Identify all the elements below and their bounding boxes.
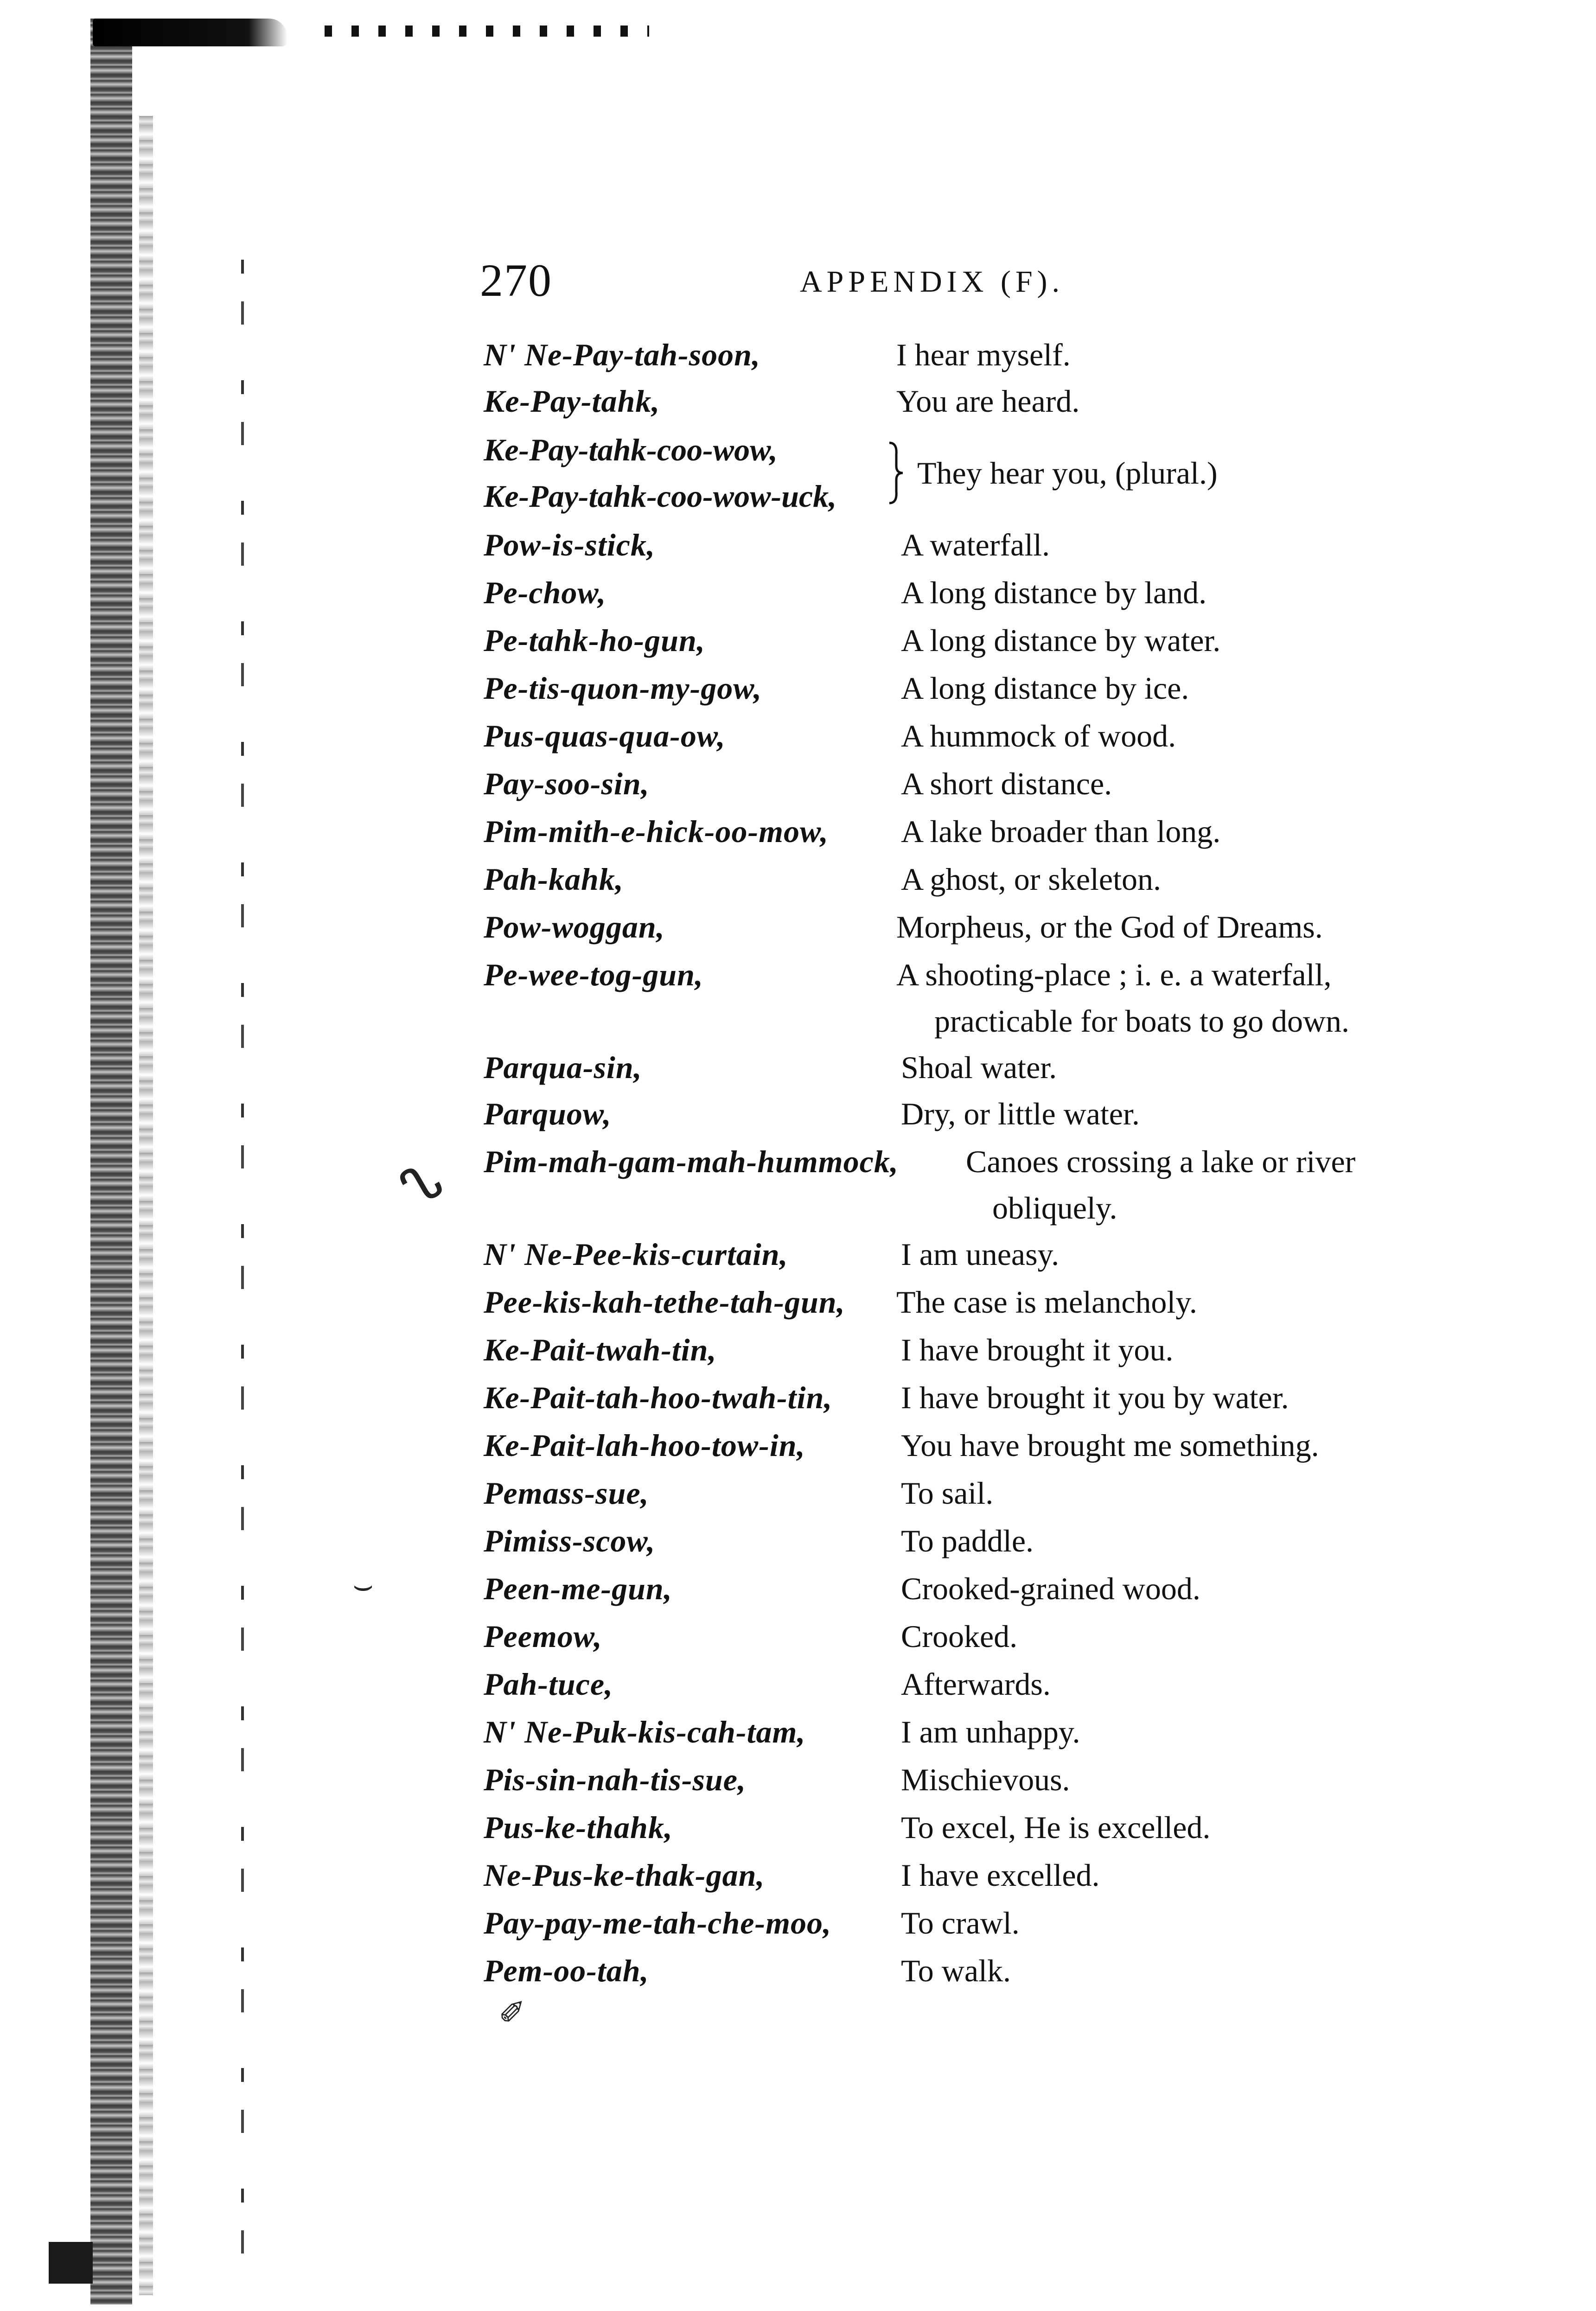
binding-margin xyxy=(0,0,287,2311)
entry-gloss: To paddle. xyxy=(901,1523,1034,1558)
running-head: APPENDIX (F). xyxy=(800,265,1065,299)
list-item xyxy=(484,1044,1434,1091)
entry-term: Pus-ke-thahk, xyxy=(484,1810,673,1845)
brace-icon xyxy=(887,440,906,505)
list-item xyxy=(484,1804,1434,1851)
top-edge-dashes xyxy=(325,26,649,37)
list-item xyxy=(484,904,1434,950)
stray-mark: ✐ xyxy=(498,1996,526,2031)
entry-term: Pay-pay-me-tah-che-moo, xyxy=(484,1905,831,1941)
list-item xyxy=(484,378,1434,424)
entry-term: Ke-Pay-tahk, xyxy=(484,383,660,419)
entry-gloss: You have brought me something. xyxy=(901,1428,1319,1463)
stray-mark: ⌣ xyxy=(352,1568,374,1603)
entry-term: Pe-wee-tog-gun, xyxy=(484,957,703,992)
list-item xyxy=(484,1565,1434,1612)
entry-gloss: Mischievous. xyxy=(901,1762,1070,1797)
page-header xyxy=(480,250,1129,311)
list-item xyxy=(484,1613,1434,1660)
entry-gloss: I have brought it you. xyxy=(901,1332,1174,1367)
entry-term: Pe-tis-quon-my-gow, xyxy=(484,670,762,706)
entry-term: N' Ne-Pay-tah-soon, xyxy=(484,337,760,372)
entry-term: Pus-quas-qua-ow, xyxy=(484,718,726,753)
entry-gloss: I have brought it you by water. xyxy=(901,1380,1289,1415)
entry-gloss: To walk. xyxy=(901,1953,1011,1988)
list-item xyxy=(484,1279,1434,1325)
entry-gloss: Crooked. xyxy=(901,1619,1018,1654)
entry-gloss: I am uneasy. xyxy=(901,1237,1060,1272)
list-item xyxy=(484,665,1434,711)
list-item xyxy=(484,1327,1434,1373)
entry-gloss: Shoal water. xyxy=(901,1050,1057,1085)
entry-term: Pow-woggan, xyxy=(484,909,665,945)
entry-term: Pim-mith-e-hick-oo-mow, xyxy=(484,814,829,849)
entry-gloss: A hummock of wood. xyxy=(901,718,1176,753)
entry-gloss: A long distance by ice. xyxy=(901,670,1189,706)
entry-term: Pow-is-stick, xyxy=(484,527,655,562)
gutter-line xyxy=(241,260,244,2300)
entry-gloss: You are heard. xyxy=(896,383,1080,419)
entry-term: Ke-Pay-tahk-coo-wow, xyxy=(484,432,778,467)
entry-term: Pimiss-scow, xyxy=(484,1523,656,1558)
entry-term: Ke-Pait-tah-hoo-twah-tin, xyxy=(484,1380,833,1415)
entry-term: Pis-sin-nah-tis-sue, xyxy=(484,1762,746,1797)
entry-term: Ke-Pait-twah-tin, xyxy=(484,1332,717,1367)
gloss-continuation: obliquely. xyxy=(992,1190,1117,1226)
list-item xyxy=(484,713,1434,759)
list-item xyxy=(484,1709,1434,1755)
list-item xyxy=(484,760,1434,807)
entry-term: Ke-Pay-tahk-coo-wow-uck, xyxy=(484,479,837,514)
list-item xyxy=(484,1852,1434,1898)
page-number: 270 xyxy=(480,255,552,306)
entry-gloss: To excel, He is excelled. xyxy=(901,1810,1211,1845)
top-edge-mark xyxy=(93,19,287,46)
list-item-grouped xyxy=(484,427,1434,519)
list-item xyxy=(484,1900,1434,1946)
entry-gloss: They hear you, (plural.) xyxy=(917,455,1218,491)
entry-term: Pe-tahk-ho-gun, xyxy=(484,623,705,658)
list-item xyxy=(484,1231,1434,1277)
entry-gloss: A ghost, or skeleton. xyxy=(901,862,1161,897)
entry-term: Ne-Pus-ke-thak-gan, xyxy=(484,1858,765,1893)
entry-term: Pemass-sue, xyxy=(484,1475,649,1511)
entry-term: Pah-kahk, xyxy=(484,862,624,897)
entry-gloss: A shooting-place ; i. e. a waterfall, xyxy=(896,957,1332,992)
entry-term: Peemow, xyxy=(484,1619,602,1654)
list-item xyxy=(484,1470,1434,1516)
list-item xyxy=(484,1661,1434,1707)
entry-term: Pee-kis-kah-tethe-tah-gun, xyxy=(484,1284,845,1320)
entry-term: Ke-Pait-lah-hoo-tow-in, xyxy=(484,1428,805,1463)
list-item xyxy=(484,951,1434,998)
list-item xyxy=(484,1422,1434,1468)
entry-term: Pim-mah-gam-mah-hummock, xyxy=(484,1144,899,1179)
corner-mark xyxy=(49,2242,93,2284)
entry-gloss: I hear myself. xyxy=(896,337,1071,372)
entry-gloss: I have excelled. xyxy=(901,1858,1100,1893)
gloss-continuation: practicable for boats to go down. xyxy=(934,1003,1350,1039)
entry-gloss: Crooked-grained wood. xyxy=(901,1571,1200,1606)
entry-gloss: A long distance by water. xyxy=(901,623,1221,658)
list-item xyxy=(484,808,1434,855)
entry-gloss: Morpheus, or the God of Dreams. xyxy=(896,909,1323,945)
stray-mark: ᔐ xyxy=(391,1151,452,1219)
entry-term: Parqua-sin, xyxy=(484,1050,642,1085)
entry-term: Pah-tuce, xyxy=(484,1666,613,1702)
list-item xyxy=(484,1374,1434,1421)
list-item xyxy=(484,1518,1434,1564)
list-item xyxy=(484,1756,1434,1803)
entry-term: Pe-chow, xyxy=(484,575,606,610)
list-item xyxy=(484,1091,1434,1137)
entry-gloss: I am unhappy. xyxy=(901,1714,1080,1749)
entry-term: N' Ne-Pee-kis-curtain, xyxy=(484,1237,788,1272)
entry-gloss: Dry, or little water. xyxy=(901,1096,1140,1131)
entry-term: Pem-oo-tah, xyxy=(484,1953,649,1988)
entry-term: Pay-soo-sin, xyxy=(484,766,650,801)
list-item xyxy=(484,569,1434,616)
entry-gloss: A short distance. xyxy=(901,766,1112,801)
list-item xyxy=(484,1138,1434,1185)
entry-gloss: To crawl. xyxy=(901,1905,1020,1941)
list-item xyxy=(484,856,1434,902)
entry-gloss: A long distance by land. xyxy=(901,575,1207,610)
entry-term: N' Ne-Puk-kis-cah-tam, xyxy=(484,1714,806,1749)
entry-term: Peen-me-gun, xyxy=(484,1571,672,1606)
entry-gloss: Afterwards. xyxy=(901,1666,1051,1702)
list-item xyxy=(484,522,1434,568)
list-item xyxy=(484,1947,1434,1994)
entry-gloss: The case is melancholy. xyxy=(896,1284,1197,1320)
entry-gloss: A lake broader than long. xyxy=(901,814,1221,849)
entry-gloss: Canoes crossing a lake or river xyxy=(966,1144,1356,1179)
entry-term: Parquow, xyxy=(484,1096,612,1131)
list-item xyxy=(484,617,1434,664)
spine-texture xyxy=(139,116,153,2295)
entry-gloss: A waterfall. xyxy=(901,527,1050,562)
list-item xyxy=(484,332,1434,378)
spine-shadow xyxy=(90,19,132,2305)
entry-gloss: To sail. xyxy=(901,1475,994,1511)
